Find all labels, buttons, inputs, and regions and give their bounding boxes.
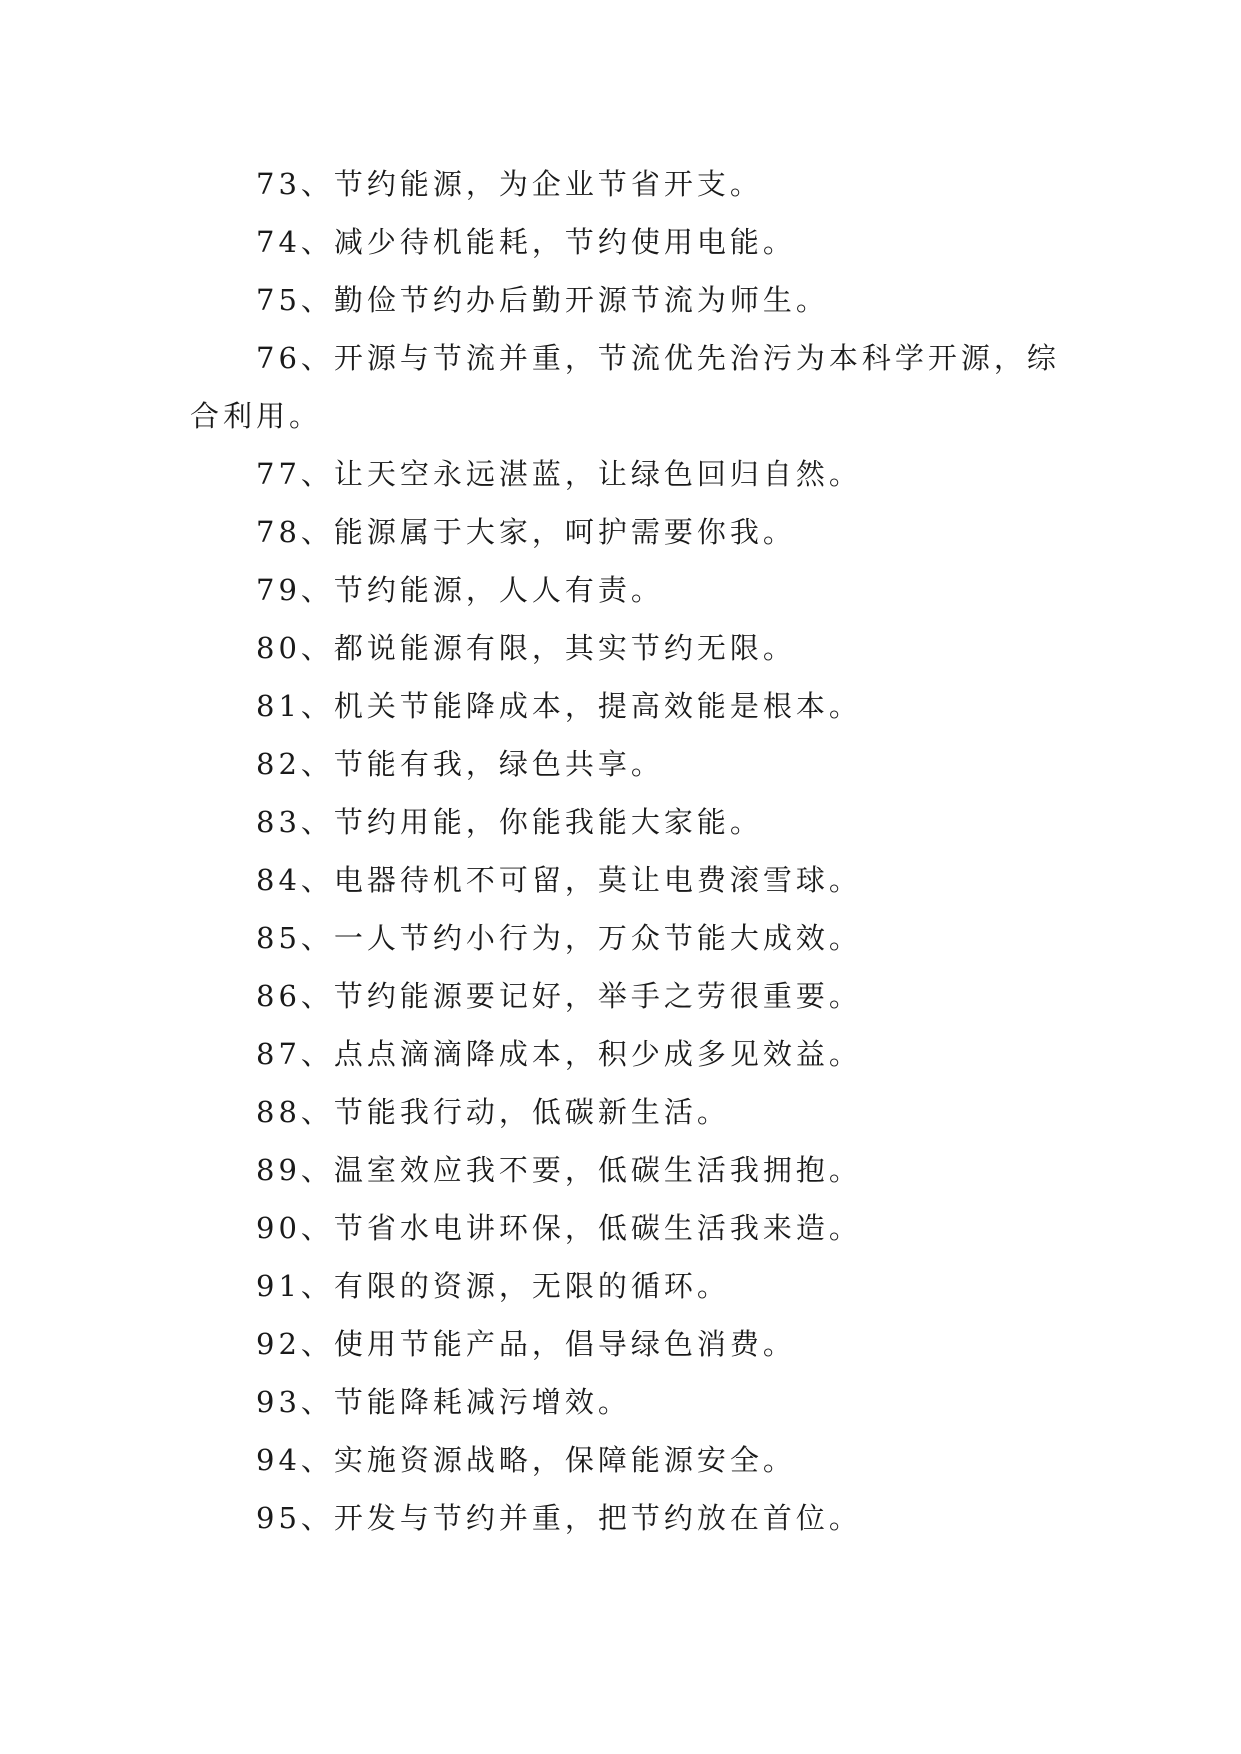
slogan-item-78: 78、能源属于大家，呵护需要你我。 (256, 515, 796, 549)
slogan-item-92: 92、使用节能产品，倡导绿色消费。 (256, 1327, 796, 1361)
slogan-item-80: 80、都说能源有限，其实节约无限。 (256, 631, 796, 665)
slogan-item-82: 82、节能有我，绿色共享。 (256, 747, 664, 781)
slogan-item-94: 94、实施资源战略，保障能源安全。 (256, 1443, 796, 1477)
slogan-item-93: 93、节能降耗减污增效。 (256, 1385, 631, 1419)
slogan-item-73: 73、节约能源，为企业节省开支。 (256, 167, 763, 201)
slogan-item-74: 74、减少待机能耗，节约使用电能。 (256, 225, 796, 259)
slogan-item-89: 89、温室效应我不要，低碳生活我拥抱。 (256, 1153, 862, 1187)
slogan-item-95: 95、开发与节约并重，把节约放在首位。 (256, 1501, 862, 1535)
slogan-item-77: 77、让天空永远湛蓝，让绿色回归自然。 (256, 457, 862, 491)
slogan-item-76: 76、开源与节流并重，节流优先治污为本科学开源，综合利用。 (190, 341, 1060, 433)
slogan-item-81: 81、机关节能降成本，提高效能是根本。 (256, 689, 862, 723)
slogan-item-84: 84、电器待机不可留，莫让电费滚雪球。 (256, 863, 862, 897)
slogan-item-87: 87、点点滴滴降成本，积少成多见效益。 (256, 1037, 862, 1071)
slogan-item-75: 75、勤俭节约办后勤开源节流为师生。 (256, 283, 829, 317)
slogan-item-90: 90、节省水电讲环保，低碳生活我来造。 (256, 1211, 862, 1245)
document-body (190, 155, 1060, 1547)
slogan-item-83: 83、节约用能，你能我能大家能。 (256, 805, 763, 839)
slogan-item-85: 85、一人节约小行为，万众节能大成效。 (256, 921, 862, 955)
slogan-item-86: 86、节约能源要记好，举手之劳很重要。 (256, 979, 862, 1013)
slogan-item-88: 88、节能我行动，低碳新生活。 (256, 1095, 730, 1129)
slogan-item-79: 79、节约能源，人人有责。 (256, 573, 664, 607)
slogan-item-91: 91、有限的资源，无限的循环。 (256, 1269, 730, 1303)
